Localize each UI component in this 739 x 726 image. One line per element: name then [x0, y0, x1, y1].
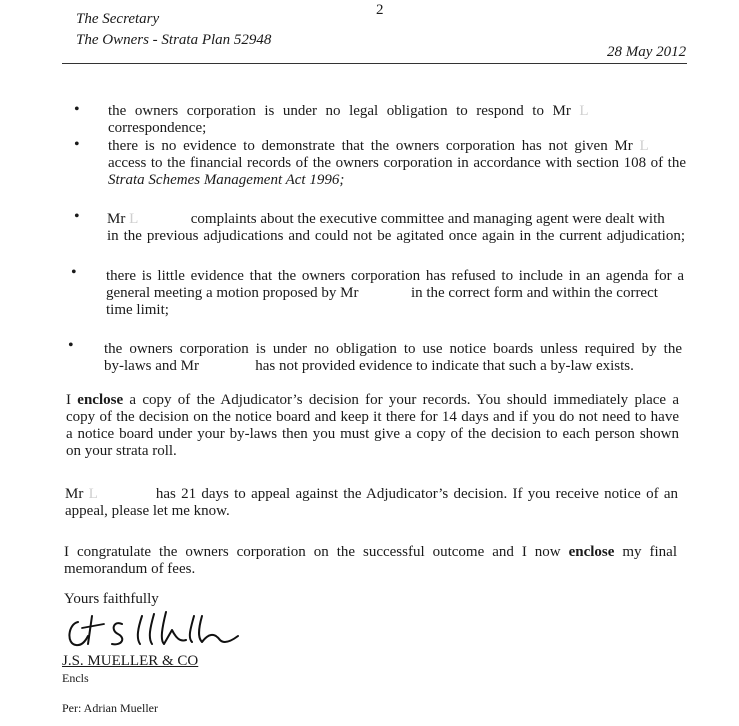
enclose-para-line-1: I enclose a copy of the Adjudicator’s decision for your records. You should immediately place a [66, 392, 680, 408]
enclose-para-line-3: a notice board under your by-laws then you must give a copy of the decision to each person shown [66, 426, 679, 442]
bullet-3-line-2: in the previous adjudications and could not be agitated once again in the current adjudication; [107, 228, 685, 244]
bullet-2-line-2: access to the financial records of the owners corporation in accordance with section 108 of the [108, 155, 686, 171]
appeal-para-line-2: appeal, please let me know. [65, 503, 230, 519]
bullet-5-line-2: by-laws and Mr has not provided evidence to indicate that such a by-law exists. [104, 358, 634, 374]
bullet-3-line-1: Mr L complaints about the executive committee and managing agent were dealt with [107, 211, 665, 227]
enclosures-label: Encls [62, 671, 89, 685]
enclose-para-line-4: on your strata roll. [66, 443, 177, 459]
bullet-4-line-1: there is little evidence that the owners corporation has refused to include in an agenda for a [106, 268, 684, 284]
letter-date: 28 May 2012 [607, 44, 687, 60]
addressee-line-2: The Owners - Strata Plan 52948 [76, 32, 272, 48]
enclose-para-line-2: copy of the decision on the notice board and keep it there for 14 days and if you do not need to have [66, 409, 679, 425]
congrats-para-line-1: I congratulate the owners corporation on the successful outcome and I now enclose my final [64, 544, 678, 560]
bullet-2-line-1: there is no evidence to demonstrate that the owners corporation has not given Mr L [108, 138, 687, 154]
per-author: Per: Adrian Mueller [62, 701, 158, 715]
bullet-4-line-2: general meeting a motion proposed by Mr in the correct form and within the correct [106, 285, 658, 301]
bullet-2-line-3: Strata Schemes Management Act 1996; [108, 172, 345, 188]
header-rule [62, 63, 687, 64]
bullet-dot: • [74, 208, 80, 225]
appeal-para-line-1: Mr L has 21 days to appeal against the Adjudicator’s decision. If you receive notice of an [65, 486, 678, 502]
closing-salutation: Yours faithfully [64, 591, 159, 607]
signature-image [62, 610, 242, 652]
congrats-para-line-2: memorandum of fees. [64, 561, 196, 577]
bullet-dot: • [68, 337, 74, 354]
addressee-line-1: The Secretary [76, 11, 160, 27]
bullet-1-line-2: correspondence; [108, 120, 207, 136]
bullet-dot: • [74, 101, 80, 118]
page-number: 2 [376, 2, 384, 18]
bullet-dot: • [71, 264, 77, 281]
bullet-5-line-1: the owners corporation is under no obligation to use notice boards unless required by the [104, 341, 682, 357]
bullet-4-line-3: time limit; [106, 302, 169, 318]
firm-name: J.S. MUELLER & CO [62, 653, 199, 669]
bullet-dot: • [74, 136, 80, 153]
bullet-1-line-1: the owners corporation is under no legal obligation to respond to Mr L [108, 103, 687, 119]
